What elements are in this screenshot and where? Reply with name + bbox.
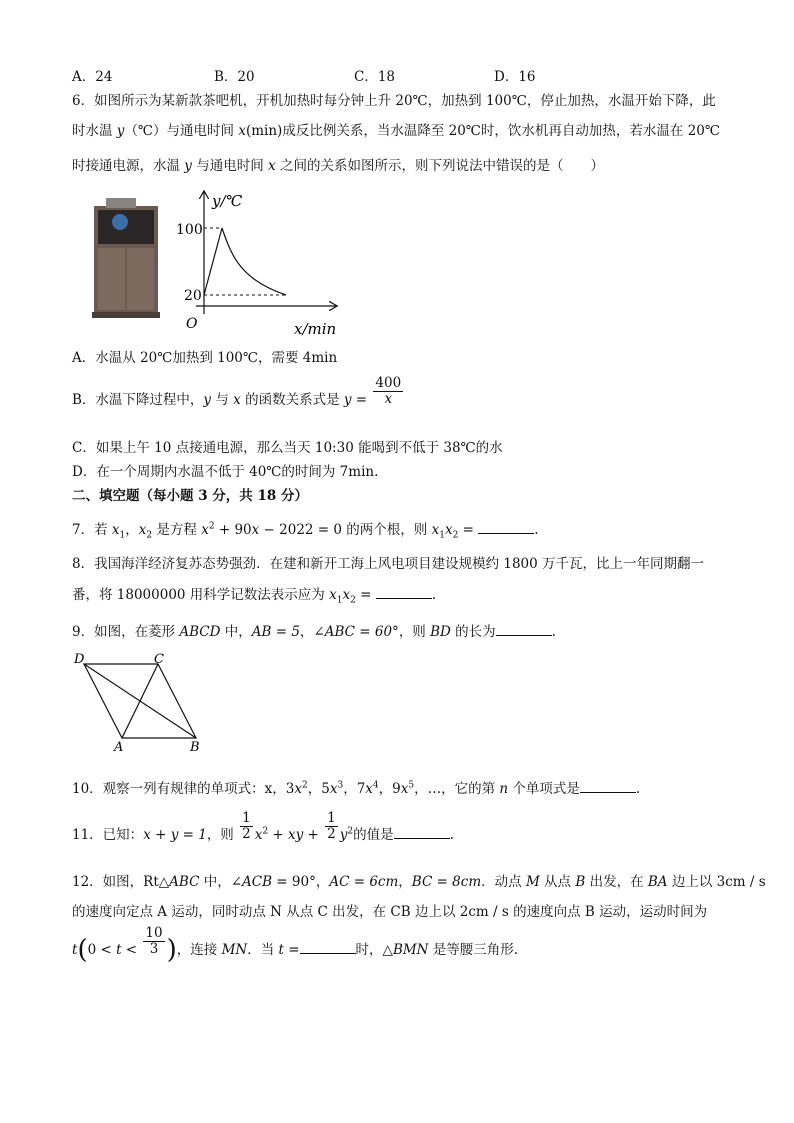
heating-segment (204, 228, 222, 295)
q7-text: 7．若 $x_1$，$x_2$ 是方程 $x^2 + 90x - 2022 = 0$ 的两个根，则 $x_1x_2$ = . (72, 521, 539, 541)
origin-label: O (186, 316, 198, 332)
q6-line1: 6．如图所示为某新款茶吧机，开机加热时每分钟上升 20℃，加热到 100℃，停止加热，水温开始下降，此 (72, 93, 716, 109)
q10-answer-blank[interactable] (580, 780, 636, 793)
q10-text: 10．观察一列有规律的单项式：x，$3x^2$，$5x^3$，$7x^4$，$9x^5$，…，它的第 n 个单项式是 . (72, 780, 641, 797)
q6-option-c: C．如果上午 10 点接通电源，那么当天 10:30 能喝到不低于 38℃的水 (72, 440, 503, 456)
rhombus-figure (70, 650, 210, 755)
cooling-curve (222, 228, 286, 295)
q8-answer-blank[interactable] (376, 586, 432, 599)
tea-machine-image (80, 190, 172, 320)
q5-option-c: C．18 (354, 69, 396, 85)
q9-text: 9．如图，在菱形 ABCD 中，AB = 5，∠ABC = 60°，则 BD 的长为 . (72, 624, 556, 640)
q6-line2: 时水温 y（℃）与通电时间 x(min)成反比例关系，当水温降至 20℃时，饮水机再自动加热，若水温在 20℃ (72, 123, 720, 139)
vertex-a: A (114, 740, 124, 755)
q12-line3: t(0 < t < $\frac{10}{3}$ )，连接 MN．当 t = 时，△BMN 是等腰三角形. (72, 925, 519, 965)
q5-option-a: A．24 (72, 69, 113, 85)
q5-option-d: D．16 (494, 69, 536, 85)
vertex-d: D (74, 652, 85, 667)
section-title: 二、填空题（每小题 3 分，共 18 分） (72, 488, 308, 504)
y-axis-label: y/℃ (212, 192, 243, 210)
temperature-graph (176, 188, 346, 338)
q6-line3: 时接通电源，水温 y 与通电时间 x 之间的关系如图所示，则下列说法中错误的是（ ） (72, 158, 604, 174)
q12-line1: 12．如图，Rt△ABC 中，∠ACB = 90°，AC = 6cm，BC = 8cm．动点 M 从点 B 出发，在 BA 边上以 3cm / s (72, 874, 766, 890)
q6-option-d: D．在一个周期内水温不低于 40℃的时间为 7min. (72, 464, 379, 480)
x-axis-label: x/min (294, 320, 337, 338)
tick-100: 100 (176, 222, 203, 238)
q5-option-b: B．20 (214, 69, 255, 85)
q6-option-a: A．水温从 20℃加热到 100℃，需要 4min (72, 350, 338, 366)
vertex-c: C (154, 652, 164, 667)
vertex-b: B (190, 740, 200, 755)
q8-line1: 8．我国海洋经济复苏态势强劲．在建和新开工海上风电项目建设规模约 1800 万千瓦，比上一年同期翻一 (72, 556, 705, 572)
q11-text: 11．已知：x + y = 1，则 $\frac{1}{2}$ $x^2$ + xy + $\frac{1}{2}$ $y^2$的值是 . (72, 810, 454, 843)
q12-answer-blank[interactable] (300, 941, 356, 954)
q9-answer-blank[interactable] (496, 623, 552, 636)
q6-option-b: B．水温下降过程中，y 与 x 的函数关系式是 y = $\frac{400}{x}$ (72, 375, 402, 408)
tick-20: 20 (184, 288, 202, 304)
q12-line2: 的速度向定点 A 运动，同时动点 N 从点 C 出发，在 CB 边上以 2cm / s 的速度向点 B 运动，运动时间为 (72, 904, 708, 920)
q11-answer-blank[interactable] (394, 826, 450, 839)
q8-line2: 番，将 18000000 用科学记数法表示应为 $x_1x_2$ = . (72, 587, 437, 606)
q7-answer-blank[interactable] (478, 521, 534, 534)
